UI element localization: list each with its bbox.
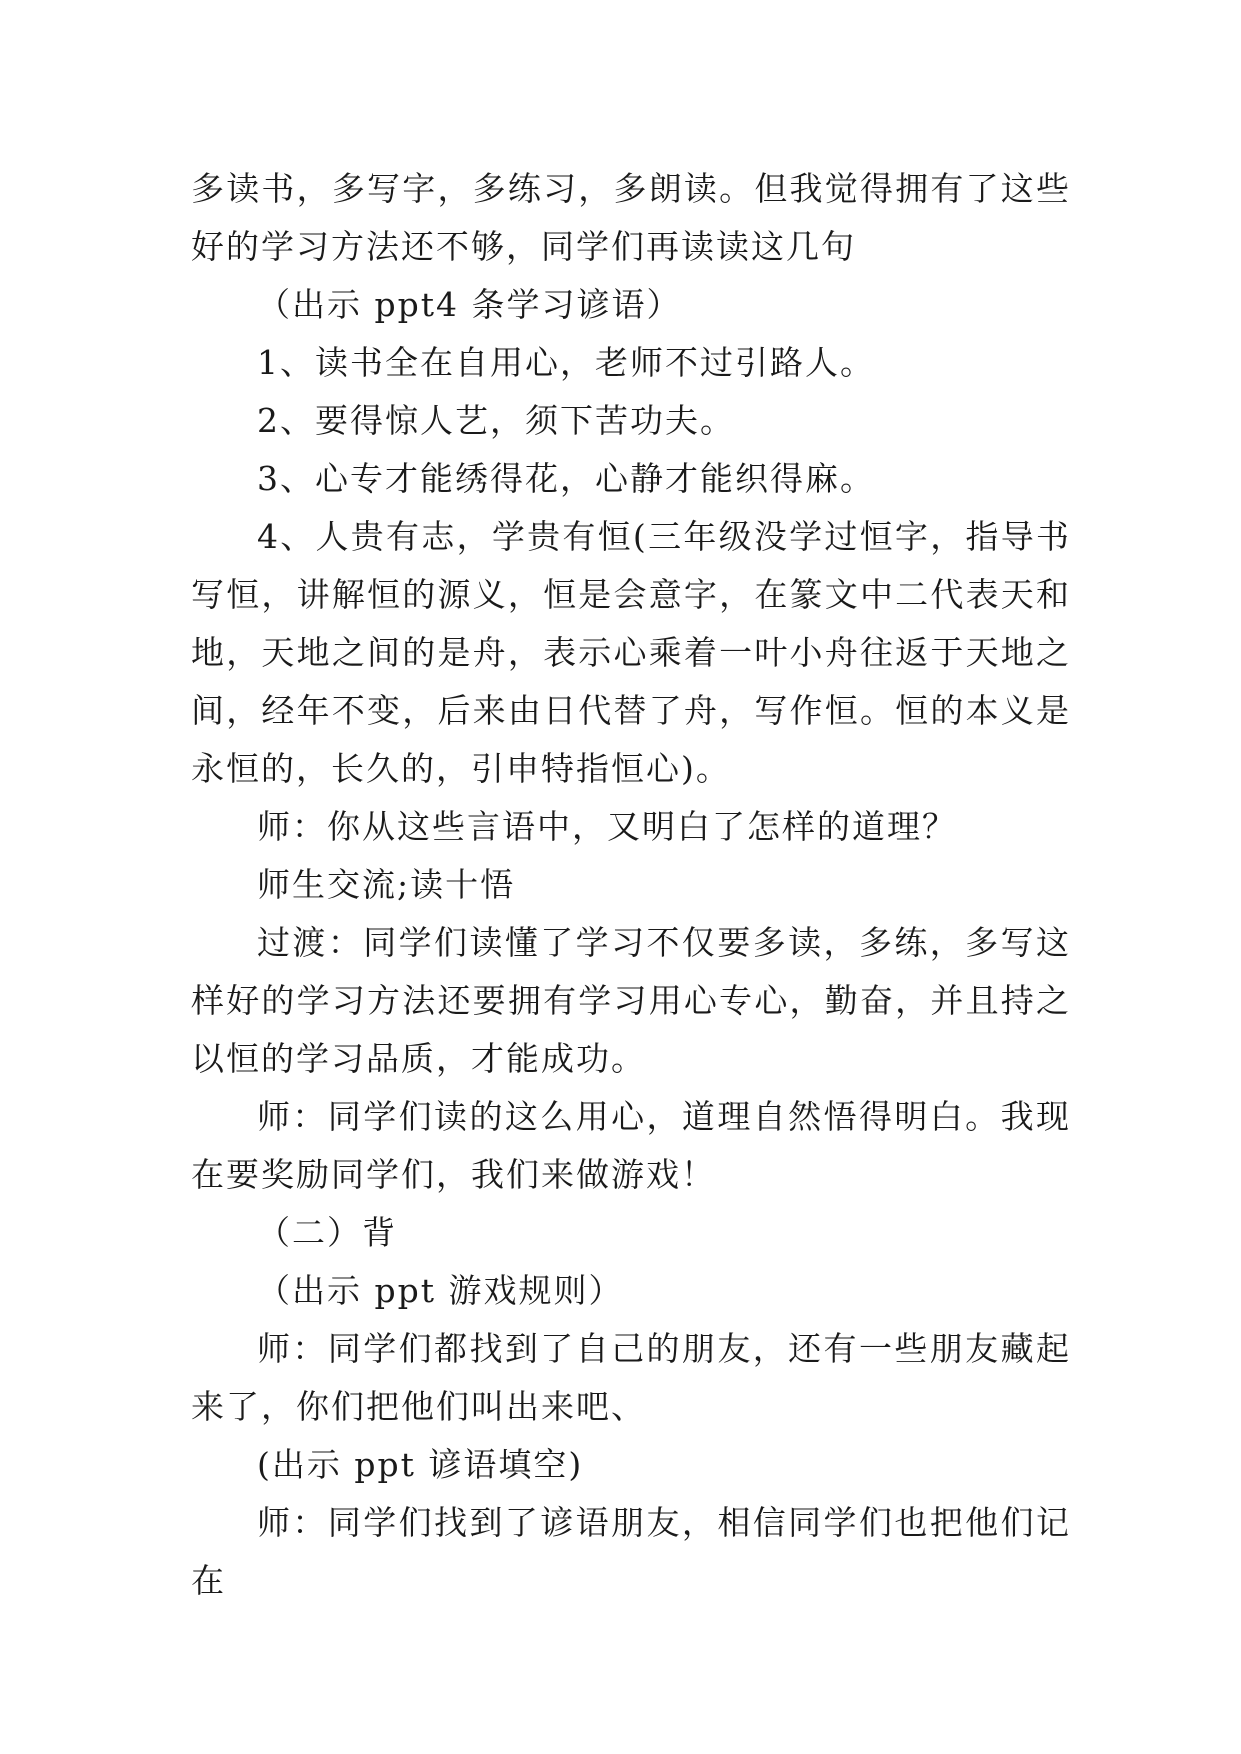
paragraph: 4、人贵有志，学贵有恒(三年级没学过恒字，指导书写恒，讲解恒的源义，恒是会意字，在篆文中二代表天和地，天地之间的是舟，表示心乘着一叶小舟往返于天地之间，经年不变，后来由日代替了舟，写作恒。恒的本义是永恒的，长久的，引申特指恒心)。 (191, 517, 1071, 788)
paragraph: 师：同学们找到了谚语朋友，相信同学们也把他们记在 (191, 1503, 1071, 1600)
paragraph: 师：同学们读的这么用心，道理自然悟得明白。我现在要奖励同学们，我们来做游戏！ (191, 1097, 1071, 1194)
paragraph: 1、读书全在自用心，老师不过引路人。 (257, 343, 875, 382)
paragraph: 师生交流;读十悟 (257, 865, 516, 904)
paragraph: （出示 ppt4 条学习谚语） (257, 285, 682, 324)
document-body (191, 160, 1071, 1610)
paragraph: 2、要得惊人艺，须下苦功夫。 (257, 401, 735, 440)
paragraph: 3、心专才能绣得花，心静才能织得麻。 (257, 459, 875, 498)
paragraph: 多读书，多写字，多练习，多朗读。但我觉得拥有了这些好的学习方法还不够，同学们再读读这几句 (191, 169, 1071, 266)
paragraph: (出示 ppt 谚语填空) (257, 1445, 584, 1484)
paragraph: 师：你从这些言语中，又明白了怎样的道理？ (257, 807, 957, 846)
paragraph: 过渡：同学们读懂了学习不仅要多读，多练，多写这样好的学习方法还要拥有学习用心专心，勤奋，并且持之以恒的学习品质，才能成功。 (191, 923, 1071, 1078)
paragraph: 师：同学们都找到了自己的朋友，还有一些朋友藏起来了，你们把他们叫出来吧、 (191, 1329, 1071, 1426)
paragraph: （二）背 (257, 1213, 397, 1252)
paragraph: （出示 ppt 游戏规则） (257, 1271, 624, 1310)
